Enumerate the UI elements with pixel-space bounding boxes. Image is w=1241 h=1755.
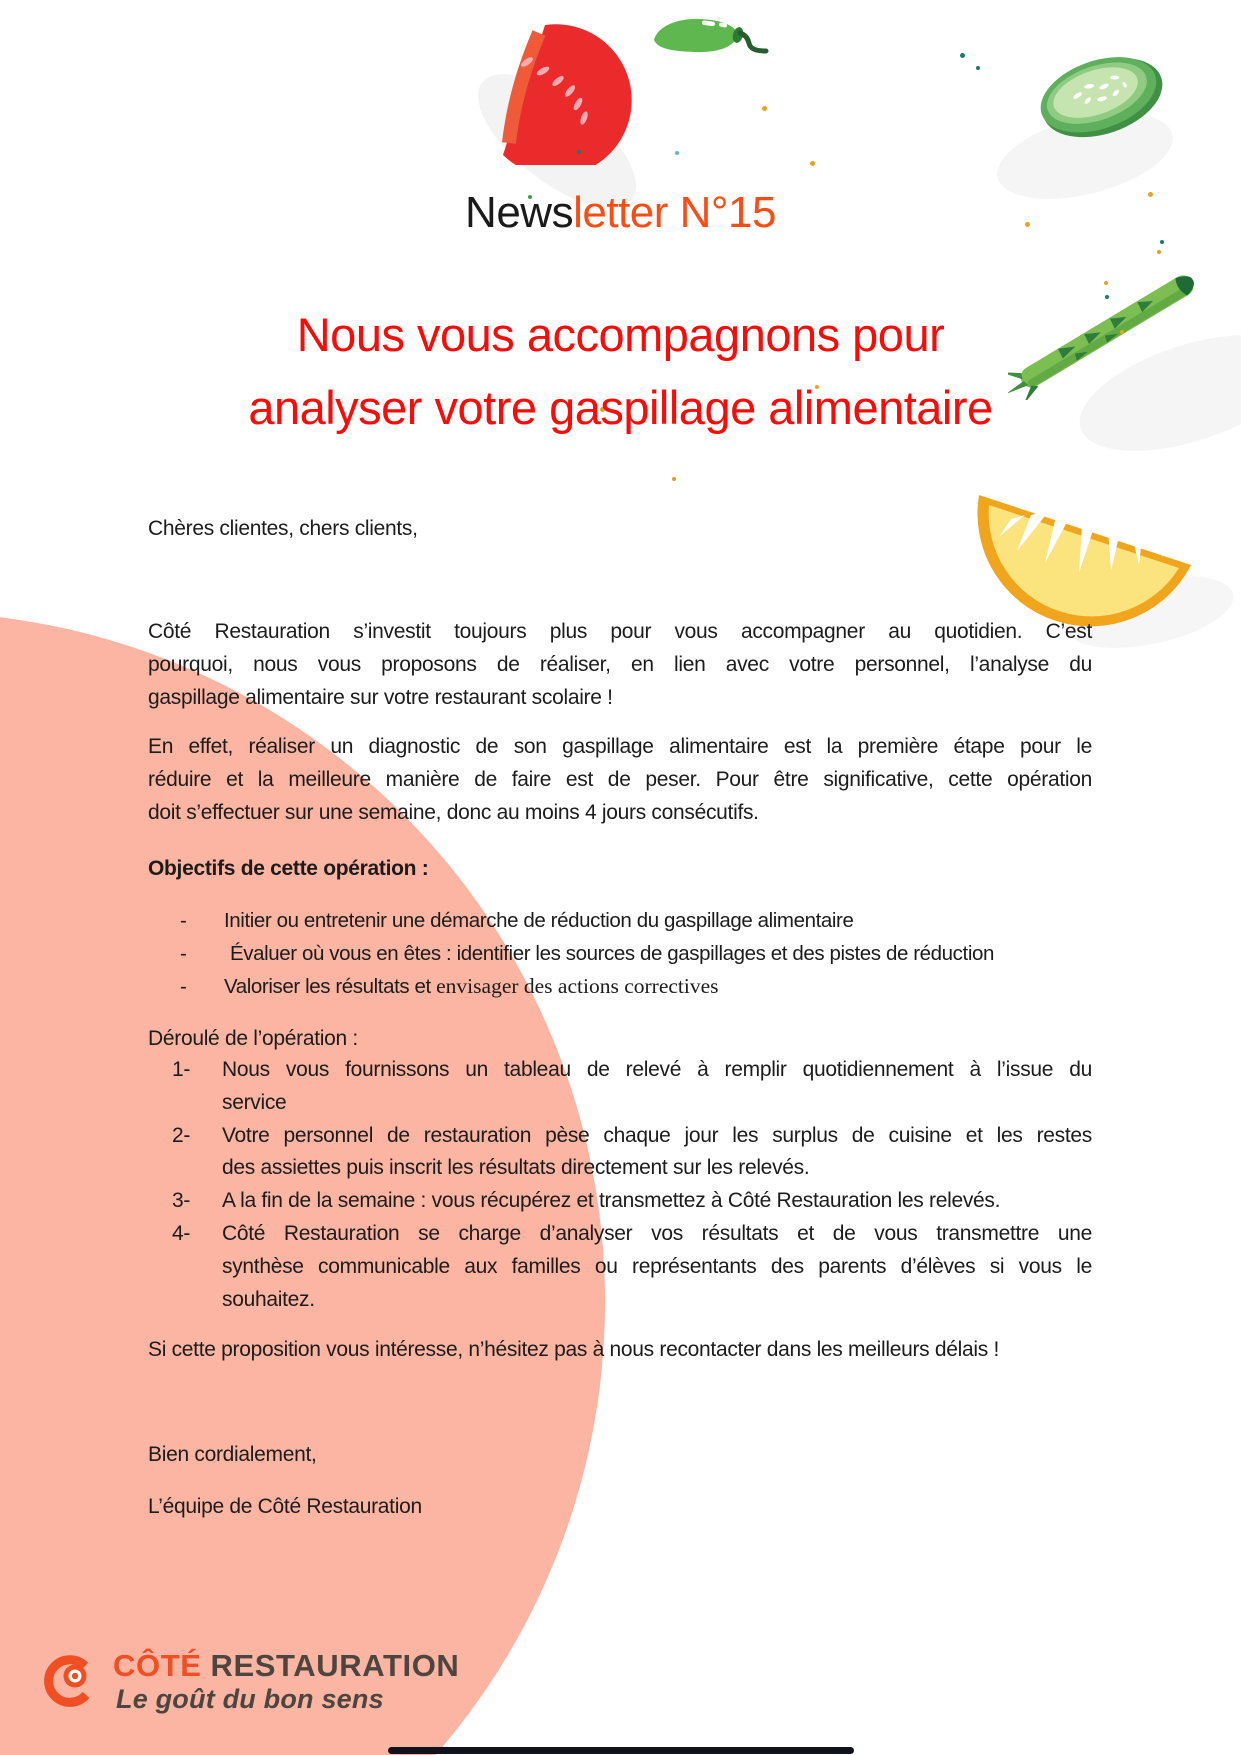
- step-number: 4-: [172, 1221, 191, 1245]
- paragraph-2-line: réduire et la meilleure manière de faire est de peser. Pour être significative, cette opération: [148, 768, 1092, 791]
- newsletter-title-black: News: [465, 188, 574, 237]
- step-item: [148, 1218, 1092, 1316]
- paragraph-1-line: Côté Restauration s’investit toujours plus pour vous accompagner au quotidien. C’est: [148, 620, 1092, 643]
- bullet-dash: -: [180, 942, 187, 965]
- main-heading: [0, 298, 1241, 444]
- step-text-line: Nous vous fournissons un tableau de relevé à remplir quotidiennement à l’issue du: [222, 1058, 1092, 1081]
- confetti-dot: [762, 106, 767, 111]
- greeting: Chères clientes, chers clients,: [148, 517, 418, 540]
- confetti-dot: [1104, 281, 1108, 285]
- cucumber-slice-icon: [1035, 50, 1167, 142]
- confetti-dot: [976, 66, 980, 70]
- paragraph-2-line: En effet, réaliser un diagnostic de son gaspillage alimentaire est la première étape pour le: [148, 735, 1092, 758]
- step-text-line: Côté Restauration se charge d’analyser vos résultats et de vous transmettre une: [222, 1221, 1092, 1245]
- newsletter-title: [0, 189, 1241, 237]
- objective-text: Initier ou entretenir une démarche de réduction du gaspillage alimentaire: [224, 909, 854, 932]
- step-text-line: A la fin de la semaine : vous récupérez et transmettez à Côté Restauration les relevés.: [222, 1189, 1001, 1213]
- logo-brand-primary: CÔTÉ: [113, 1648, 202, 1683]
- logo-brand-name: [113, 1649, 459, 1683]
- step-number: 1-: [172, 1058, 191, 1081]
- green-chili-icon: [652, 13, 770, 58]
- paragraph-1: [148, 615, 1092, 714]
- confetti-dot: [1160, 240, 1164, 244]
- logo-brand-secondary: RESTAURATION: [210, 1648, 460, 1683]
- objective-item: [148, 970, 1092, 1003]
- confetti-dot: [577, 150, 581, 154]
- process-heading: Déroulé de l’opération :: [148, 1027, 358, 1050]
- step-item: [148, 1120, 1092, 1186]
- step-number: 2-: [172, 1123, 191, 1147]
- objectives-list: [148, 904, 1092, 1003]
- step-item: [148, 1054, 1092, 1120]
- page-footer-bar: [388, 1747, 854, 1754]
- lemon-wedge-icon: [973, 485, 1195, 635]
- paragraph-1-line: gaspillage alimentaire sur votre restaurant scolaire !: [148, 686, 613, 709]
- step-text-line: Votre personnel de restauration pèse chaque jour les surplus de cuisine et les restes: [222, 1123, 1092, 1147]
- newsletter-title-orange: letter N°15: [573, 188, 776, 237]
- objectives-heading: Objectifs de cette opération :: [148, 857, 429, 880]
- signoff-regards: Bien cordialement,: [148, 1443, 317, 1466]
- step-text-line: synthèse communicable aux familles ou représentants des parents d’élèves si vous le: [222, 1254, 1092, 1278]
- step-number: 3-: [172, 1189, 191, 1213]
- tomato-slice-icon: [487, 17, 647, 165]
- signoff-team: L’équipe de Côté Restauration: [148, 1495, 422, 1518]
- step-item: [148, 1185, 1092, 1218]
- confetti-dot: [675, 151, 679, 155]
- objective-text: Évaluer où vous en êtes : identifier les sources de gaspillages et des pistes de réduction: [230, 942, 994, 965]
- confetti-dot: [960, 53, 965, 58]
- confetti-dot: [810, 161, 815, 166]
- main-heading-line1: Nous vous accompagnons pour: [296, 308, 945, 361]
- objective-text-serif: envisager des actions correctives: [436, 974, 719, 998]
- closing-line: Si cette proposition vous intéresse, n’hésitez pas à nous recontacter dans les meilleurs délais !: [148, 1338, 1000, 1361]
- bullet-dash: -: [180, 975, 187, 998]
- bullet-dash: -: [180, 909, 187, 932]
- logo-tagline: Le goût du bon sens: [116, 1684, 384, 1714]
- objective-item: [148, 904, 1092, 937]
- objective-item: [148, 937, 1092, 970]
- objective-text: Valoriser les résultats et: [224, 975, 437, 998]
- paragraph-2-line: doit s’effectuer sur une semaine, donc au moins 4 jours consécutifs.: [148, 801, 759, 824]
- paragraph-2: [148, 730, 1092, 829]
- paragraph-1-line: pourquoi, nous vous proposons de réaliser, en lien avec votre personnel, l’analyse du: [148, 653, 1092, 676]
- step-text-line: service: [222, 1090, 287, 1114]
- confetti-dot: [672, 477, 676, 481]
- step-text-line: des assiettes puis inscrit les résultats directement sur les relevés.: [222, 1156, 810, 1180]
- steps-list: [148, 1054, 1092, 1316]
- confetti-dot: [1157, 250, 1161, 254]
- step-text-line: souhaitez.: [222, 1287, 315, 1311]
- main-heading-line2: analyser votre gaspillage alimentaire: [248, 381, 993, 434]
- cote-restauration-logo-icon: [44, 1650, 99, 1710]
